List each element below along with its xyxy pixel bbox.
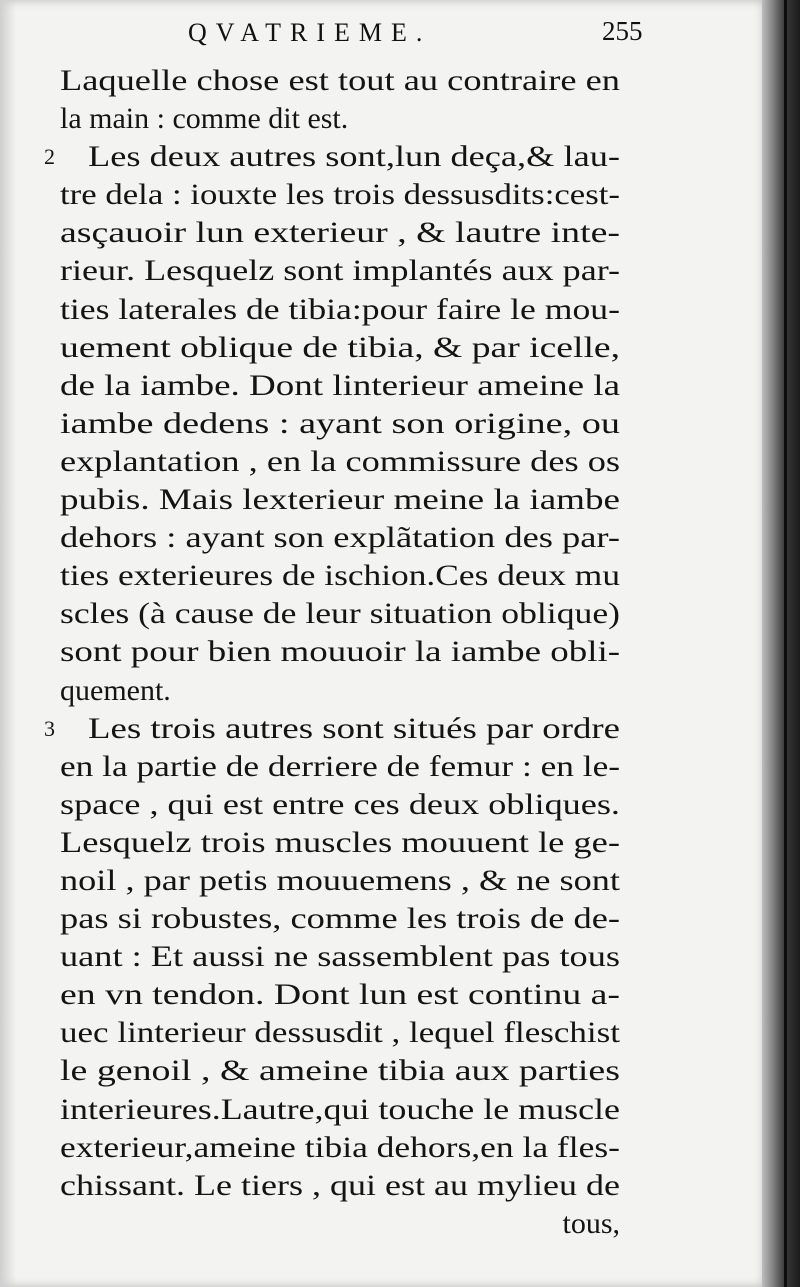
text-line-content: en vn tendon. Dont lun est continu a- [60,978,620,1012]
book-spine-line [784,0,787,1287]
text-line [44,710,621,748]
text-line-content: la main : comme dit est. [60,102,349,136]
text-line-content: exterieur,ameine tibia dehors,en la fles- [60,1130,620,1164]
text-line-content: chissant. Le tiers , qui est au mylieu de [60,1168,621,1202]
text-line-content: interieures.Lautre,qui touche le muscle [60,1092,620,1126]
text-line [60,62,620,100]
text-line [60,367,620,405]
text-line-content: Lesquelz trois muscles mouuent le ge- [60,825,621,859]
text-line [60,443,620,481]
text-line-content: rieur. Lesquelz sont implantés aux par- [60,254,621,288]
text-line [60,748,620,786]
text-line-content: en la partie de derriere de femur : en le- [60,749,621,783]
text-line-content: de la iambe. Dont linterieur ameine la [60,368,620,402]
text-block [44,62,621,1243]
text-line [60,519,620,557]
text-line [60,672,620,710]
text-line-content: tous, [562,1206,620,1240]
text-line [60,824,620,862]
text-line-content: sont pour bien mouuoir la iambe obli- [60,635,621,669]
text-line-content: asçauoir lun exterieur , & lautre inte- [60,216,620,250]
text-line [60,100,620,138]
text-line [60,329,620,367]
running-head: QVATRIEME. [188,18,432,47]
text-line-content: Les trois autres sont situés par ordre [88,711,621,745]
text-line [60,900,620,938]
text-line-content: uant : Et aussi ne sassemblent pas tous [60,940,621,974]
text-line-content: space , qui est entre ces deux obliques. [60,787,620,821]
text-line [60,633,620,671]
paragraph-number: 2 [44,144,55,170]
text-line [44,138,621,176]
text-line [60,1052,620,1090]
text-line-content: le genoil , & ameine tibia aux parties [60,1054,620,1088]
text-line [60,214,620,252]
text-line [60,938,620,976]
text-line-content: tre dela : iouxte les trois dessusdits:cest- [60,178,620,212]
text-line [60,252,620,290]
text-line-content: noil , par petis mouuemens , & ne sont [60,863,621,897]
text-line [60,862,620,900]
text-line [60,481,620,519]
book-spine-edge [762,0,800,1287]
text-line [60,1091,620,1129]
text-line [60,1167,620,1205]
text-line [60,595,620,633]
text-line [60,1129,620,1167]
text-line-content: pubis. Mais lexterieur meine la iambe [60,483,620,517]
page-number: 255 [602,16,643,46]
text-line [60,786,620,824]
text-line [60,976,620,1014]
text-line-content: pas si robustes, comme les trois de de- [60,902,620,936]
text-line-content: iambe dedens : ayant son origine, ou [60,406,620,440]
text-line-content: uec linterieur dessusdit , lequel fleschist [60,1016,621,1050]
text-line [60,1014,620,1052]
text-line [60,405,620,443]
page-gutter-shadow [0,0,16,1287]
text-line-content: ties laterales de tibia:pour faire le mou- [60,292,620,326]
text-line [60,176,620,214]
text-line-content: scles (à cause de leur situation oblique) [60,597,621,631]
text-line-content: Laquelle chose est tout au contraire en [60,64,621,97]
page-header [0,18,770,58]
text-line [60,291,620,329]
paragraph-number: 3 [44,715,55,741]
text-line-content: quement. [60,673,171,707]
text-line-content: uement oblique de tibia, & par icelle, [60,330,621,364]
text-line-content: explantation , en la commissure des os [60,444,621,478]
text-line-content: dehors : ayant son explãtation des par- [60,521,620,555]
text-line [60,557,620,595]
text-line-content: Les deux autres sont,lun deça,& lau- [88,140,621,174]
text-line [60,1205,620,1243]
text-line-content: ties exterieures de ischion.Ces deux mu [60,559,621,593]
